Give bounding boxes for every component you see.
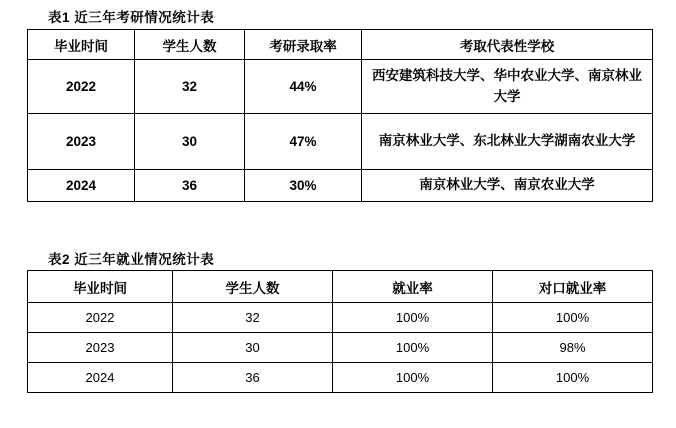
table2-cell-matched: 98% xyxy=(493,333,653,363)
table2-header-employment-rate: 就业率 xyxy=(333,271,493,303)
table2-cell-matched: 100% xyxy=(493,363,653,393)
table1-caption: 表1 近三年考研情况统计表 xyxy=(48,10,215,25)
table1-cell-schools: 西安建筑科技大学、华中农业大学、南京林业大学 xyxy=(362,60,653,114)
table-row xyxy=(28,303,653,333)
table1-header-representative-schools: 考取代表性学校 xyxy=(362,30,653,60)
table2-cell-employment: 100% xyxy=(333,333,493,363)
table2-cell-employment: 100% xyxy=(333,363,493,393)
table2-cell-students: 32 xyxy=(173,303,333,333)
table2-cell-students: 30 xyxy=(173,333,333,363)
employment-statistics-table xyxy=(27,270,653,393)
table1-cell-year: 2024 xyxy=(28,170,135,202)
table-header-row xyxy=(28,271,653,303)
table-row xyxy=(28,170,653,202)
table1-cell-schools: 南京林业大学、东北林业大学湖南农业大学 xyxy=(362,114,653,170)
table1-header-graduation-year: 毕业时间 xyxy=(28,30,135,60)
table2-header-matched-employment-rate: 对口就业率 xyxy=(493,271,653,303)
table2-cell-employment: 100% xyxy=(333,303,493,333)
table1-header-admission-rate: 考研录取率 xyxy=(245,30,362,60)
table1-cell-year: 2022 xyxy=(28,60,135,114)
table1-cell-students: 32 xyxy=(135,60,245,114)
table2-cell-matched: 100% xyxy=(493,303,653,333)
table1-cell-schools: 南京林业大学、南京农业大学 xyxy=(362,170,653,202)
table-row xyxy=(28,60,653,114)
table2-caption: 表2 近三年就业情况统计表 xyxy=(48,252,215,267)
table2-header-graduation-year: 毕业时间 xyxy=(28,271,173,303)
table2-cell-year: 2022 xyxy=(28,303,173,333)
table-row xyxy=(28,333,653,363)
table2-cell-year: 2024 xyxy=(28,363,173,393)
table2-cell-year: 2023 xyxy=(28,333,173,363)
table1-cell-rate: 30% xyxy=(245,170,362,202)
table-header-row xyxy=(28,30,653,60)
table2-cell-students: 36 xyxy=(173,363,333,393)
table1-cell-year: 2023 xyxy=(28,114,135,170)
table-row xyxy=(28,363,653,393)
table1-cell-rate: 44% xyxy=(245,60,362,114)
table1-header-student-count: 学生人数 xyxy=(135,30,245,60)
table1-cell-rate: 47% xyxy=(245,114,362,170)
table1-cell-students: 30 xyxy=(135,114,245,170)
table-row xyxy=(28,114,653,170)
table2-header-student-count: 学生人数 xyxy=(173,271,333,303)
table1-cell-students: 36 xyxy=(135,170,245,202)
postgraduate-statistics-table xyxy=(27,29,653,202)
